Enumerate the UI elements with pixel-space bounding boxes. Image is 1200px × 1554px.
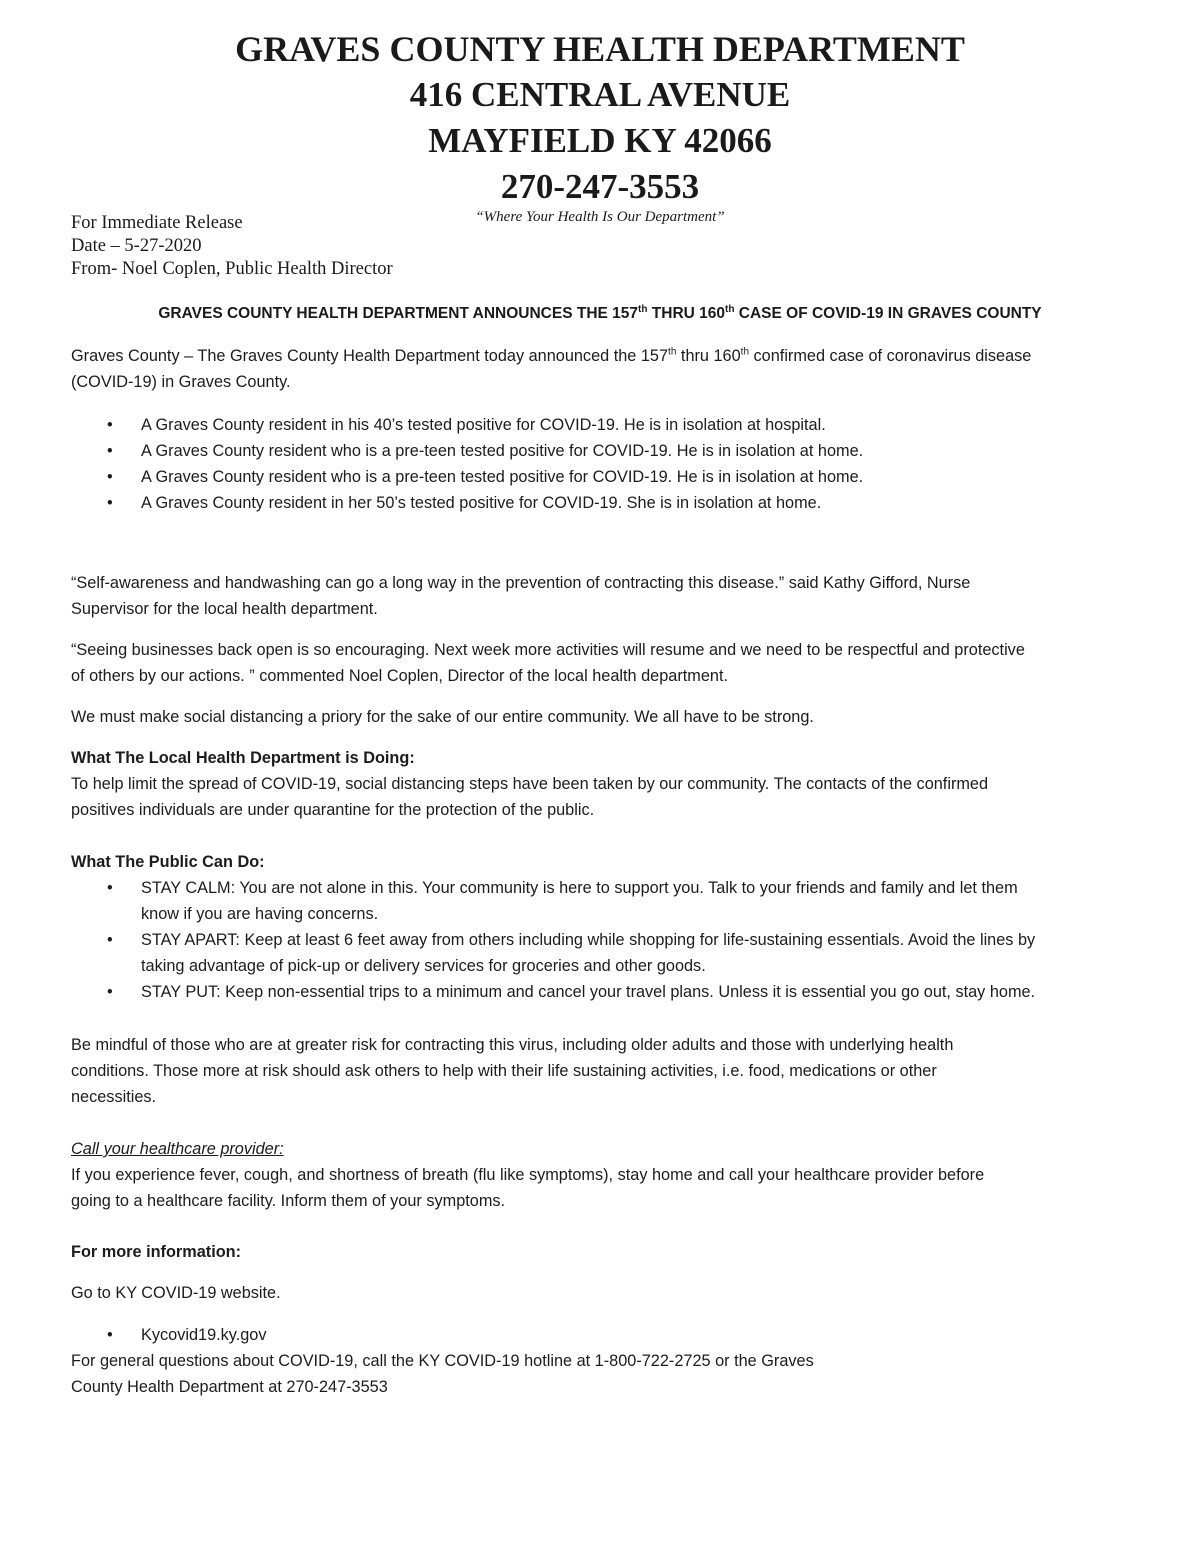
department-phone: 270-247-3553 xyxy=(500,167,700,206)
list-item: • STAY CALM: You are not alone in this. Your community is here to support you. Talk to your friends and family and let them know if you are having concerns. xyxy=(71,875,1141,927)
hotline-paragraph: For general questions about COVID-19, call the KY COVID-19 hotline at 1-800-722-2725 or the Graves County Health Department at 270-247-3553 xyxy=(71,1352,814,1396)
local-department-section: What The Local Health Department is Doing: To help limit the spread of COVID-19, social distancing steps have been taken by our community. The contacts of the confirmed positives individuals are under quarantine for the protection of the public. xyxy=(71,745,1141,823)
headline-sup-2: th xyxy=(725,303,735,315)
city-state-zip: MAYFIELD KY 42066 xyxy=(428,121,772,160)
list-item: • STAY PUT: Keep non-essential trips to a minimum and cancel your travel plans. Unless it is essential you go out, stay home. xyxy=(71,979,1141,1005)
bullet-icon: • xyxy=(107,494,113,512)
letterhead xyxy=(0,26,1200,226)
bullet-icon: • xyxy=(107,416,113,434)
headline-text-1: GRAVES COUNTY HEALTH DEPARTMENT ANNOUNCES THE 157 xyxy=(158,305,639,322)
release-status: For Immediate Release xyxy=(71,213,243,233)
bullet-icon: • xyxy=(107,931,113,949)
quote-coplen: “Seeing businesses back open is so encouraging. Next week more activities will resume and we need to be respectful and protective of others by our actions. ” commented Noel Coplen, Director of the local health department. xyxy=(71,641,1025,685)
intro-paragraph xyxy=(71,343,1141,395)
bullet-icon: • xyxy=(107,983,113,1001)
release-date: Date – 5-27-2020 xyxy=(71,236,202,256)
slogan: “Where Your Health Is Our Department” xyxy=(475,209,725,225)
public-actions-list xyxy=(71,875,1141,1005)
bullet-icon: • xyxy=(107,442,113,460)
intro-line-2: (COVID-19) in Graves County. xyxy=(71,373,291,391)
list-item: • A Graves County resident in his 40’s tested positive for COVID-19. He is in isolation at hospital. xyxy=(71,412,1141,438)
public-heading: What The Public Can Do: xyxy=(71,853,265,871)
bullet-icon: • xyxy=(107,468,113,486)
quote-gifford: “Self-awareness and handwashing can go a long way in the prevention of contracting this disease.” said Kathy Gifford, Nurse Supervisor for the local health department. xyxy=(71,574,971,618)
list-item xyxy=(71,1322,1141,1348)
headline-text-3: CASE OF COVID-19 IN GRAVES COUNTY xyxy=(734,305,1042,322)
provider-heading: Call your healthcare provider: xyxy=(71,1140,284,1158)
bullet-icon: • xyxy=(107,879,113,897)
headline xyxy=(0,302,1200,326)
bullet-icon: • xyxy=(107,1326,113,1344)
provider-section: Call your healthcare provider: If you experience fever, cough, and shortness of breath (flu like symptoms), stay home and call your healthcare provider before going to a healthcare facility. Inform them of your symptoms. xyxy=(71,1140,985,1210)
mindful-paragraph: Be mindful of those who are at greater risk for contracting this virus, including older adults and those with underlying health conditions. Those more at risk should ask others to help with their life sustaining activities, i.e. food, medications or other necessities. xyxy=(71,1036,954,1106)
headline-sup-1: th xyxy=(638,303,648,315)
list-item: • A Graves County resident in her 50’s tested positive for COVID-19. She is in isolation at home. xyxy=(71,490,1141,516)
list-item: • A Graves County resident who is a pre-teen tested positive for COVID-19. He is in isolation at home. xyxy=(71,438,1141,464)
list-item: • STAY APART: Keep at least 6 feet away from others including while shopping for life-sustaining essentials. Avoid the lines by taking advantage of pick-up or delivery services for groceries and other goods. xyxy=(71,927,1141,979)
street-address: 416 CENTRAL AVENUE xyxy=(409,75,791,114)
list-item: • A Graves County resident who is a pre-teen tested positive for COVID-19. He is in isolation at home. xyxy=(71,464,1141,490)
department-name: GRAVES COUNTY HEALTH DEPARTMENT xyxy=(235,29,965,69)
release-from: From- Noel Coplen, Public Health Director xyxy=(71,259,393,279)
release-info xyxy=(71,212,393,281)
website-link[interactable]: Kycovid19.ky.gov xyxy=(141,1326,267,1344)
website-text: Go to KY COVID-19 website. xyxy=(71,1284,281,1302)
more-info-heading: For more information: xyxy=(71,1243,242,1261)
local-department-heading: What The Local Health Department is Doing: xyxy=(71,749,415,767)
headline-text-2: THRU 160 xyxy=(647,305,726,322)
intro-line-1: Graves County – The Graves County Health Department today announced the 157th thru 160th confirmed case of coronavirus disease xyxy=(71,346,1032,365)
distancing-statement: We must make social distancing a priory for the sake of our entire community. We all have to be strong. xyxy=(71,708,814,726)
case-list xyxy=(71,412,1141,516)
website-list xyxy=(71,1322,1141,1348)
